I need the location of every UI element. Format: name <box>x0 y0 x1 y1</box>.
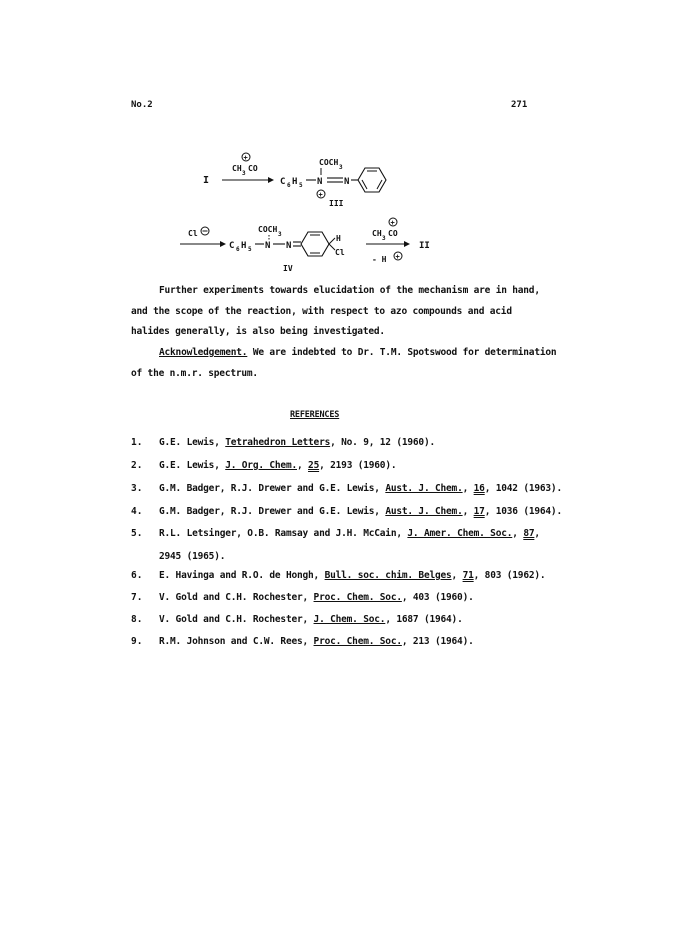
reference-journal: Proc. Chem. Soc. <box>313 636 402 647</box>
reference-journal: J. Org. Chem. <box>225 460 297 471</box>
label-III: III <box>329 199 344 208</box>
reference-entry <box>159 460 396 471</box>
c6h5-6: 6 <box>287 182 291 189</box>
c6h5-5-2: 5 <box>248 246 252 253</box>
quinoid-ring-icon <box>301 232 329 256</box>
reference-pages: , 213 (1964). <box>401 636 474 647</box>
reference-volume: 71 <box>462 570 474 581</box>
reaction-scheme <box>0 0 680 280</box>
reference-number: 5. <box>131 528 143 539</box>
reference-volume: 87 <box>523 528 535 539</box>
reference-entry <box>159 528 540 539</box>
reference-journal: Proc. Chem. Soc. <box>313 592 402 603</box>
reference-authors: R.M. Johnson and C.W. Rees, <box>159 636 314 647</box>
ack-label: Acknowledgement. <box>159 347 248 358</box>
reference-pages: , 803 (1962). <box>473 570 546 581</box>
cl-atom: Cl <box>335 248 345 257</box>
c6h5-6-2: 6 <box>236 246 240 253</box>
reference-authors: V. Gold and C.H. Rochester, <box>159 592 314 603</box>
arrowhead-icon <box>268 177 274 183</box>
para1-line3: halides generally, is also being investigated. <box>131 326 385 337</box>
reference-journal: Aust. J. Chem. <box>385 506 463 517</box>
reagent-sub3: 3 <box>242 170 246 177</box>
ack-text: We are indebted to Dr. T.M. Spotswood for determination <box>247 347 557 358</box>
references-title: REFERENCES <box>290 410 340 420</box>
c6h5-h: H <box>292 177 298 187</box>
arrowhead-icon <box>220 241 226 247</box>
n-atom-1: N <box>317 177 323 187</box>
reagent-co: CO <box>248 164 258 173</box>
reference-journal: Bull. soc. chim. Belges <box>324 570 452 581</box>
reference-number: 8. <box>131 614 143 625</box>
coch3-sub: 3 <box>339 164 343 171</box>
acknowledgement-line <box>159 347 556 358</box>
reference-entry <box>159 592 474 603</box>
reference-number: 9. <box>131 636 143 647</box>
reference-number: 7. <box>131 592 143 603</box>
reference-authors: G.E. Lewis, <box>159 437 226 448</box>
reference-pages: , No. 9, 12 (1960). <box>330 437 435 448</box>
reference-entry <box>159 614 463 625</box>
para1-line2: and the scope of the reaction, with respect to azo compounds and acid <box>131 306 512 317</box>
charge-plus-2: + <box>318 191 323 199</box>
reference-sep: , <box>462 483 474 494</box>
reagent-sub3-2: 3 <box>382 235 386 242</box>
reference-pages: , 2193 (1960). <box>319 460 397 471</box>
reference-sep: , <box>512 528 524 539</box>
reference-number: 4. <box>131 506 143 517</box>
reference-entry <box>159 483 562 494</box>
reference-pages: , <box>534 528 540 539</box>
coch3-sub-2: 3 <box>278 231 282 238</box>
n-atom-4: N <box>286 241 292 251</box>
charge-plus-3: + <box>390 219 395 227</box>
h-atom: H <box>336 234 341 243</box>
reference-pages: , 403 (1960). <box>401 592 474 603</box>
reference-pages: , 1687 (1964). <box>385 614 463 625</box>
label-IV: IV <box>283 264 293 273</box>
bond-line <box>329 238 335 244</box>
reference-number: 2. <box>131 460 143 471</box>
reference-authors: G.E. Lewis, <box>159 460 226 471</box>
reference-entry <box>159 570 545 581</box>
reference-authors: G.M. Badger, R.J. Drewer and G.E. Lewis, <box>159 483 386 494</box>
reference-entry <box>159 437 435 448</box>
reference-journal: Aust. J. Chem. <box>385 483 463 494</box>
reference-volume: 16 <box>473 483 485 494</box>
reference-entry-continued: 2945 (1965). <box>159 551 226 562</box>
reagent-ch-2: CH <box>372 229 382 238</box>
para1-line1: Further experiments towards elucidation of the mechanism are in hand, <box>159 285 540 296</box>
reference-journal: Tetrahedron Letters <box>225 437 331 448</box>
reference-pages: , 1036 (1964). <box>484 506 562 517</box>
c6h5-c: C <box>280 177 286 187</box>
product-II: II <box>419 241 430 251</box>
reference-pages: , 1042 (1963). <box>484 483 562 494</box>
reagent-co-2: CO <box>388 229 398 238</box>
reference-authors: G.M. Badger, R.J. Drewer and G.E. Lewis, <box>159 506 386 517</box>
arrowhead-icon <box>404 241 410 247</box>
reference-journal: J. Amer. Chem. Soc. <box>407 528 513 539</box>
coch3-label-2: COCH <box>258 225 278 234</box>
reference-sep: , <box>297 460 309 471</box>
n-atom-3: N <box>265 241 271 251</box>
reference-number: 1. <box>131 437 143 448</box>
reference-journal: J. Chem. Soc. <box>313 614 386 625</box>
reference-number: 3. <box>131 483 143 494</box>
c6h5-c-2: C <box>229 241 235 251</box>
n-atom-2: N <box>344 177 350 187</box>
charge-plus: + <box>243 154 248 162</box>
reference-volume: 25 <box>308 460 320 471</box>
c6h5-5: 5 <box>299 182 303 189</box>
reference-sep: , <box>462 506 474 517</box>
charge-plus-4: + <box>395 253 400 261</box>
minus-h-label: - H <box>372 255 387 264</box>
cl-minus-label: Cl <box>188 229 198 238</box>
c6h5-h-2: H <box>241 241 247 251</box>
reactant-I: I <box>203 175 210 186</box>
header-left: No.2 <box>131 100 153 110</box>
reference-number: 6. <box>131 570 143 581</box>
page-number: 271 <box>511 100 528 110</box>
reference-volume: 17 <box>473 506 485 517</box>
reference-authors: V. Gold and C.H. Rochester, <box>159 614 314 625</box>
reference-entry <box>159 506 562 517</box>
reference-sep: , <box>451 570 463 581</box>
reference-authors: E. Havinga and R.O. de Hongh, <box>159 570 325 581</box>
coch3-label: COCH <box>319 158 339 167</box>
reagent-ch: CH <box>232 164 242 173</box>
reference-entry <box>159 636 474 647</box>
ack-line2: of the n.m.r. spectrum. <box>131 368 258 379</box>
reference-authors: R.L. Letsinger, O.B. Ramsay and J.H. McCain, <box>159 528 408 539</box>
